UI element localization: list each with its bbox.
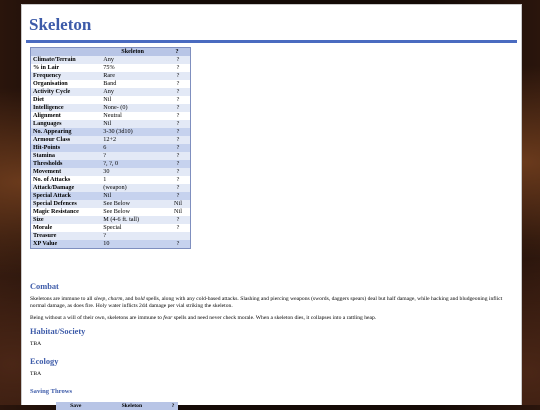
- table-row: [31, 192, 191, 200]
- sleep-spell-term: sleep: [93, 296, 106, 302]
- table-row: [31, 200, 191, 208]
- stat-label: Attack/Damage: [31, 184, 102, 192]
- combat-text: ,: [105, 296, 109, 302]
- stat-label: Diet: [31, 96, 102, 104]
- stat-label: Special Attack: [31, 192, 102, 200]
- table-row: [31, 216, 191, 224]
- stat-alt-value: [164, 232, 191, 240]
- fear-spell-term: fear: [163, 315, 173, 321]
- stat-label: Activity Cycle: [31, 88, 102, 96]
- combat-heading: Combat: [30, 282, 59, 291]
- stat-alt-value: ?: [164, 112, 191, 120]
- stat-alt-value: ?: [164, 216, 191, 224]
- stat-value: Rare: [101, 72, 164, 80]
- stat-value: Special: [101, 224, 164, 232]
- stat-label: Hit-Points: [31, 144, 102, 152]
- table-row: [31, 240, 191, 249]
- table-row: [31, 160, 191, 168]
- hold-spell-term: hold: [134, 296, 145, 302]
- article-page: [21, 4, 522, 409]
- stat-alt-value: ?: [164, 96, 191, 104]
- stat-label: Thresholds: [31, 160, 102, 168]
- stat-value: Band: [101, 80, 164, 88]
- table-row: [31, 176, 191, 184]
- saves-header-creature: Skeleton: [96, 402, 169, 410]
- saving-throws-table: [56, 402, 178, 410]
- table-row: [31, 80, 191, 88]
- stat-value: 12+2: [101, 136, 164, 144]
- table-row: [31, 208, 191, 216]
- saves-header-save: Save: [56, 402, 96, 410]
- stat-alt-value: ?: [164, 176, 191, 184]
- stat-label: Movement: [31, 168, 102, 176]
- stat-alt-value: ?: [164, 64, 191, 72]
- stat-value: Nil: [101, 96, 164, 104]
- stat-label: Treasure: [31, 232, 102, 240]
- stat-value: Neutral: [101, 112, 164, 120]
- habitat-heading: Habitat/Society: [30, 327, 86, 336]
- stat-header-creature: Skeleton: [101, 48, 164, 57]
- stat-header-unknown: ?: [164, 48, 191, 57]
- stat-table-header: [31, 48, 191, 57]
- stat-label: No. Appearing: [31, 128, 102, 136]
- ecology-text: TBA: [30, 371, 42, 377]
- table-row: [31, 112, 191, 120]
- stat-value: See Below: [101, 200, 164, 208]
- table-row: [31, 64, 191, 72]
- stat-alt-value: ?: [164, 128, 191, 136]
- stat-label: % in Lair: [31, 64, 102, 72]
- combat-text: , and: [122, 296, 135, 302]
- stat-alt-value: ?: [164, 184, 191, 192]
- combat-paragraph-1: [30, 296, 510, 310]
- table-row: [31, 152, 191, 160]
- ecology-heading: Ecology: [30, 357, 59, 366]
- stat-value: ?: [101, 152, 164, 160]
- saving-throws-heading: Saving Throws: [30, 388, 73, 395]
- saves-header-unknown: ?: [168, 402, 178, 410]
- combat-text: Skeletons are immune to all: [30, 296, 94, 302]
- combat-text: Being without a will of their own, skeletons are immune to: [30, 315, 164, 321]
- table-row: [31, 96, 191, 104]
- stat-label: Special Defences: [31, 200, 102, 208]
- stat-value: 75%: [101, 64, 164, 72]
- stat-label: Frequency: [31, 72, 102, 80]
- stat-alt-value: ?: [164, 224, 191, 232]
- page-title: Skeleton: [29, 15, 92, 34]
- stat-alt-value: ?: [164, 72, 191, 80]
- charm-spell-term: charm: [108, 296, 123, 302]
- stat-alt-value: ?: [164, 192, 191, 200]
- stat-value: 30: [101, 168, 164, 176]
- table-row: [31, 144, 191, 152]
- table-row: [31, 136, 191, 144]
- table-row: [31, 128, 191, 136]
- table-row: [31, 120, 191, 128]
- stat-value: ?: [101, 232, 164, 240]
- table-row: [31, 88, 191, 96]
- stat-table: [30, 47, 191, 249]
- stat-label: No. of Attacks: [31, 176, 102, 184]
- table-row: [31, 224, 191, 232]
- saves-header: [56, 402, 178, 410]
- combat-paragraph-2: [30, 315, 510, 322]
- stat-label: Climate/Terrain: [31, 56, 102, 64]
- stat-label: Stamina: [31, 152, 102, 160]
- stat-value: ?, ?, 0: [101, 160, 164, 168]
- stat-label: Magic Resistance: [31, 208, 102, 216]
- stat-value: M (4-6 ft. tall): [101, 216, 164, 224]
- stat-label: Morale: [31, 224, 102, 232]
- stat-value: None- (0): [101, 104, 164, 112]
- table-row: [31, 168, 191, 176]
- stat-alt-value: Nil: [164, 208, 191, 216]
- habitat-text: TBA: [30, 341, 42, 347]
- stat-value: 10: [101, 240, 164, 249]
- stat-value: Any: [101, 56, 164, 64]
- stat-alt-value: Nil: [164, 200, 191, 208]
- stat-alt-value: ?: [164, 56, 191, 64]
- table-row: [31, 104, 191, 112]
- stat-value: 6: [101, 144, 164, 152]
- table-row: [31, 184, 191, 192]
- stat-alt-value: ?: [164, 104, 191, 112]
- stat-value: 1: [101, 176, 164, 184]
- table-row: [31, 72, 191, 80]
- stat-label: Size: [31, 216, 102, 224]
- table-row: [31, 56, 191, 64]
- stat-label: Alignment: [31, 112, 102, 120]
- combat-text: spells and need never check morale. When a skeleton dies, it collapses into a rattling heap.: [172, 315, 377, 321]
- stat-alt-value: ?: [164, 168, 191, 176]
- stat-value: 3-30 (3d10): [101, 128, 164, 136]
- stat-value: See Below: [101, 208, 164, 216]
- stat-value: Nil: [101, 192, 164, 200]
- stat-alt-value: ?: [164, 240, 191, 249]
- stat-value: Nil: [101, 120, 164, 128]
- stat-value: (weapon): [101, 184, 164, 192]
- stat-label: Intelligence: [31, 104, 102, 112]
- stat-label: Languages: [31, 120, 102, 128]
- stat-label: Armour Class: [31, 136, 102, 144]
- stat-alt-value: ?: [164, 88, 191, 96]
- table-row: [31, 232, 191, 240]
- stat-alt-value: ?: [164, 160, 191, 168]
- stat-alt-value: ?: [164, 136, 191, 144]
- stat-alt-value: ?: [164, 144, 191, 152]
- stat-label: XP Value: [31, 240, 102, 249]
- stat-alt-value: ?: [164, 152, 191, 160]
- stat-header-blank: [31, 48, 102, 57]
- stat-alt-value: ?: [164, 80, 191, 88]
- stat-alt-value: ?: [164, 120, 191, 128]
- combat-text: spells, along with any cold-based attacks. Slashing and piercing weapons (swords, daggers spears) deal but half damage, while hacking and bludgeoning inflict normal damage, as does fire. Holy water inflicts 2d4 damage per vial striking the skeleton.: [30, 296, 503, 310]
- stat-value: Any: [101, 88, 164, 96]
- title-divider: [26, 40, 517, 43]
- stat-label: Organisation: [31, 80, 102, 88]
